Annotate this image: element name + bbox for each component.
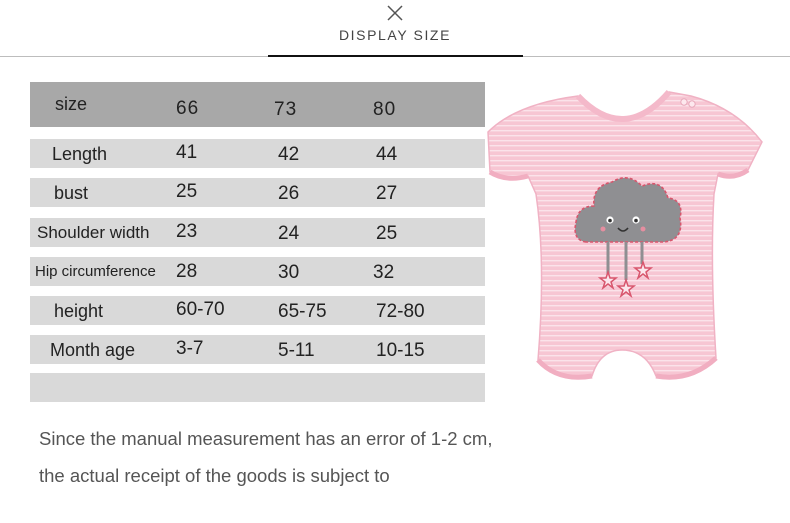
table-cell: 27 <box>376 183 398 204</box>
table-cell: 24 <box>278 223 300 244</box>
table-row-empty <box>30 373 485 402</box>
table-cell: 44 <box>376 144 398 165</box>
table-row <box>30 178 485 207</box>
close-icon[interactable] <box>386 4 404 22</box>
table-cell: 42 <box>278 144 300 165</box>
table-cell: 10-15 <box>376 340 425 361</box>
table-cell: 32 <box>373 262 395 283</box>
table-cell: 60-70 <box>176 299 225 320</box>
table-cell: 65-75 <box>278 301 327 322</box>
table-row <box>30 335 485 364</box>
table-header-cell: 80 <box>373 99 397 120</box>
table-cell: 25 <box>376 223 398 244</box>
header-accent-line <box>268 55 523 57</box>
table-cell: 28 <box>176 261 198 282</box>
table-cell: 41 <box>176 142 198 163</box>
table-cell: Shoulder width <box>37 223 150 242</box>
table-header-cell: 66 <box>176 98 200 119</box>
table-row <box>30 218 485 247</box>
table-cell: 25 <box>176 181 198 202</box>
table-header-cell: 73 <box>274 99 298 120</box>
measurement-note-line: Since the manual measurement has an error of 1-2 cm, <box>39 428 493 449</box>
table-cell: height <box>54 301 104 321</box>
table-cell: 23 <box>176 221 198 242</box>
pink-cloud-romper-illustration <box>486 82 764 392</box>
measurement-note-line: the actual receipt of the goods is subject to <box>39 465 390 486</box>
table-cell: Hip circumference <box>35 263 156 280</box>
table-row <box>30 296 485 325</box>
table-cell: 3-7 <box>176 338 204 359</box>
table-cell: 5-11 <box>278 340 315 361</box>
page-title: DISPLAY SIZE <box>338 27 452 43</box>
table-cell: 72-80 <box>376 301 425 322</box>
table-row <box>30 139 485 168</box>
table-cell: 30 <box>278 262 300 283</box>
table-header-cell: size <box>55 94 88 114</box>
table-cell: 26 <box>278 183 300 204</box>
table-row <box>30 257 485 286</box>
table-cell: Length <box>52 144 108 164</box>
table-cell: Month age <box>50 340 136 360</box>
table-cell: bust <box>54 183 89 203</box>
table-header-row <box>30 82 485 127</box>
